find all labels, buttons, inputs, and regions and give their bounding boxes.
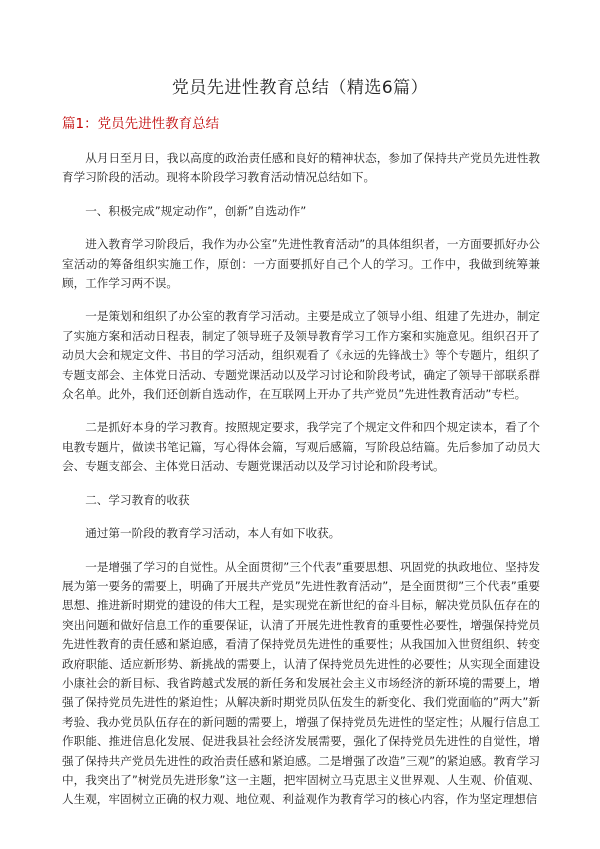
paragraph-heading-one: 一、积极完成”规定动作”，创新”自选动作” [85, 203, 307, 218]
paragraph-heading-two: 二、学习教育的收获 [85, 492, 190, 507]
paragraph-intro: 从月日至月日，我以高度的政治责任感和良好的精神状态，参加了保持共产党员先进性教育学习阶段的活动。现将本阶段学习教育活动情况总结如下。 [62, 151, 540, 185]
paragraph-gains-intro: 通过第一阶段的教育学习活动，本人有如下收获。 [85, 526, 341, 541]
document-body [62, 149, 540, 824]
paragraph-study-phase: 进入教育学习阶段后，我作为办公室”先进性教育活动”的具体组织者，一方面要抓好办公室活动的筹备组织实施工作，原创：一方面要抓好自己个人的学习。工作中，我做到统筹兼顾，工作学习两不误。 [62, 237, 540, 291]
paragraph-gains-detail: 一是增强了学习的自觉性。从全面贯彻”三个代表”重要思想、巩固党的执政地位、坚持发展为第一要务的需要上，明确了开展共产党员”先进性教育活动”，是全面贯彻”三个代表”重要思想、推进新时期党的建设的伟大工程，是实现党在新世纪的奋斗目标，解决党员队伍存在的突出问题和做好信息工作的重要保证，认清了开展先进性教育的重要性必要性，增强保持党员先进性教育的责任感和紧迫感，看清了保持党员先进性的重要性；从我国加入世贸组织、转变政府职能、适应新形势、新挑战的需要上，认清了保持党员先进性的必要性；从实现全面建设小康社会的新目标、我省跨越式发展的新任务和发展社会主义市场经济的新环境的需要上，增强了保持党员先进性的紧迫性；从解决新时期党员队伍发生的新变化、我们党面临的”两大”新考验、我办党员队伍存在的新问题的需要上，增强了保持党员先进性的坚定性；从履行信息工作职能、推进信息化发展、促进我县社会经济发展需要，强化了保持党员先进性的自觉性，增强了保持共产党员先进性的政治责任感和紧迫感。二是增强了改造”三观”的紧迫感。教育学习中，我突出了”树党员先进形象”这一主题，把牢固树立马克思主义世界观、人生观、价值观、人生观，牢固树立正确的权力观、地位观、利益观作为教育学习的核心内容，作为坚定理想信 [62, 559, 540, 807]
document-title: 党员先进性教育总结（精选6篇） [171, 78, 429, 98]
section-heading: 篇1：党员先进性教育总结 [62, 116, 220, 132]
paragraph-self-study: 二是抓好本身的学习教育。按照规定要求，我学完了个规定文件和四个规定读本，看了个电教专题片，做读书笔记篇，写心得体会篇，写观后感篇，写阶段总结篇。先后参加了动员大会、专题支部会、主体党日活动、专题党课活动以及学习讨论和阶段考试。 [62, 420, 540, 474]
paragraph-organize-activities: 一是策划和组织了办公室的教育学习活动。主要是成立了领导小组、组建了先进办，制定了实施方案和活动日程表，制定了领导班子及领导教育学习工作方案和实施意见。组织召开了动员大会和规定文件、书目的学习活动，组织观看了《永远的先锋战士》等个专题片，组织了专题支部会、主体党日活动、专题党课活动以及学习讨论和阶段考试，确定了领导干部联系群众名单。此外，我们还创新自选动作，在互联网上开办了共产党员”先进性教育活动”专栏。 [62, 309, 540, 402]
